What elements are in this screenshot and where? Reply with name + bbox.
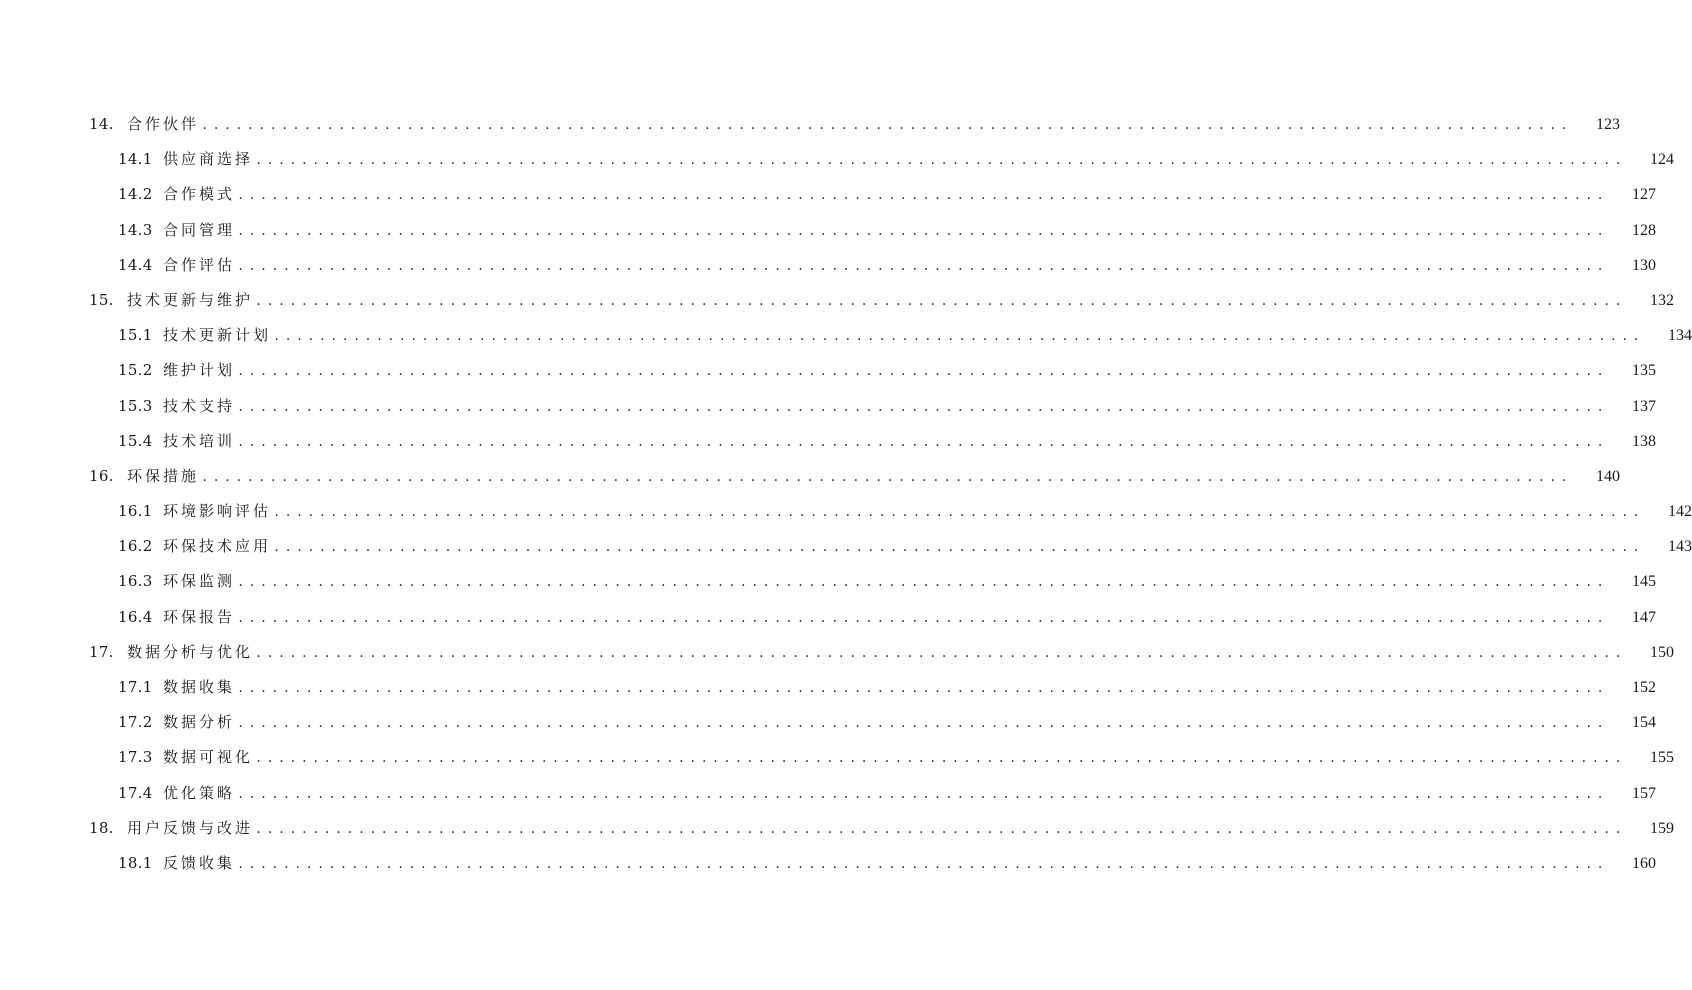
toc-entry-section[interactable] (0, 213, 1656, 248)
toc-number: 16.4 (118, 607, 153, 626)
toc-leader-dots: ........................................................................................................................ (273, 505, 1644, 520)
toc-page-number: 124 (1649, 151, 1674, 169)
toc-entry-section[interactable] (0, 389, 1656, 424)
toc-page-number: 145 (1631, 573, 1656, 591)
toc-number: 14. (89, 115, 114, 133)
toc-entry-section[interactable] (0, 846, 1656, 881)
toc-page-number: 123 (1595, 116, 1620, 133)
toc-page-number: 155 (1649, 749, 1674, 767)
toc-title: 合同管理 (163, 220, 236, 239)
toc-title: 技术更新计划 (163, 326, 272, 345)
toc-leader-dots: ........................................................................................................................ (237, 786, 1608, 801)
toc-leader-dots: ........................................................................................................................ (255, 821, 1626, 836)
toc-page-number: 150 (1649, 643, 1674, 661)
toc-title: 技术支持 (163, 396, 236, 415)
toc-title: 优化策略 (163, 783, 236, 802)
toc-leader-dots: ........................................................................................................................ (255, 293, 1626, 308)
toc-title: 环保报告 (163, 607, 236, 626)
toc-entry-section[interactable] (0, 740, 1674, 775)
toc-leader-dots: ........................................................................................................................ (273, 540, 1644, 555)
toc-leader-dots: ........................................................................................................................ (255, 153, 1626, 168)
toc-number: 15.1 (118, 326, 153, 345)
toc-page-number: 138 (1631, 432, 1656, 450)
toc-number: 17. (89, 642, 114, 661)
toc-entry-chapter[interactable] (0, 459, 1620, 494)
toc-leader-dots: ........................................................................................................................ (255, 751, 1626, 766)
toc-leader-dots: ........................................................................................................................ (237, 716, 1608, 731)
toc-page-number: 137 (1631, 397, 1656, 415)
toc-number: 17.2 (118, 713, 153, 732)
toc-number: 17.4 (118, 783, 153, 802)
toc-title: 合作评估 (163, 255, 236, 274)
toc-page-number: 142 (1667, 503, 1692, 521)
toc-entry-section[interactable] (0, 353, 1656, 388)
toc-page-number: 128 (1631, 221, 1656, 239)
toc-title: 维护计划 (163, 361, 236, 380)
toc-number: 16.2 (118, 537, 153, 556)
toc-page-number: 160 (1631, 854, 1656, 872)
toc-number: 15. (89, 290, 114, 309)
toc-title: 数据分析 (163, 713, 236, 732)
toc-page-number: 132 (1649, 291, 1674, 309)
toc-title: 供应商选择 (163, 150, 254, 169)
toc-leader-dots: ........................................................................................................................ (237, 681, 1608, 695)
toc-title: 合作伙伴 (127, 115, 200, 133)
table-of-contents (0, 107, 1692, 881)
toc-entry-section[interactable] (0, 318, 1692, 353)
toc-entry-chapter[interactable] (0, 811, 1674, 846)
toc-page-number: 157 (1631, 784, 1656, 802)
toc-leader-dots: ........................................................................................................................ (237, 856, 1608, 871)
toc-number: 15.3 (118, 396, 153, 415)
toc-entry-section[interactable] (0, 529, 1692, 564)
toc-entry-section[interactable] (0, 494, 1692, 529)
toc-leader-dots: ........................................................................................................................ (237, 364, 1608, 379)
toc-title: 用户反馈与改进 (127, 818, 254, 837)
toc-page-number: 140 (1595, 467, 1620, 485)
toc-entry-section[interactable] (0, 705, 1656, 740)
toc-number: 18. (89, 818, 114, 837)
toc-page-number: 154 (1631, 714, 1656, 732)
toc-page-number: 143 (1667, 538, 1692, 556)
toc-leader-dots: ........................................................................................................................ (255, 645, 1626, 660)
toc-page-number: 147 (1631, 608, 1656, 626)
toc-title: 合作模式 (163, 185, 236, 204)
toc-page-number: 152 (1631, 679, 1656, 696)
toc-number: 18.1 (118, 853, 153, 872)
toc-title: 数据可视化 (163, 748, 254, 767)
toc-page-number: 134 (1667, 327, 1692, 345)
toc-number: 15.2 (118, 361, 153, 380)
toc-entry-chapter[interactable] (0, 283, 1674, 318)
toc-leader-dots: ........................................................................................................................ (237, 434, 1608, 449)
toc-entry-section[interactable] (0, 564, 1656, 599)
toc-number: 17.3 (118, 748, 153, 767)
toc-title: 数据收集 (163, 678, 236, 696)
toc-title: 数据分析与优化 (127, 642, 254, 661)
toc-entry-section[interactable] (0, 177, 1656, 212)
toc-number: 14.1 (118, 150, 153, 169)
toc-page-number: 135 (1631, 362, 1656, 380)
toc-entry-section[interactable] (0, 600, 1656, 635)
toc-page-number: 127 (1631, 186, 1656, 204)
toc-leader-dots: ........................................................................................................................ (201, 469, 1572, 484)
toc-page-number: 159 (1649, 819, 1674, 837)
toc-entry-chapter[interactable] (0, 107, 1620, 142)
toc-title: 环保措施 (127, 466, 200, 485)
toc-title: 技术培训 (163, 431, 236, 450)
toc-leader-dots: ........................................................................................................................ (237, 258, 1608, 273)
toc-entry-section[interactable] (0, 424, 1656, 459)
toc-entry-section[interactable] (0, 776, 1656, 811)
toc-leader-dots: ........................................................................................................................ (273, 329, 1644, 344)
toc-entry-chapter[interactable] (0, 635, 1674, 670)
toc-number: 14.4 (118, 255, 153, 274)
toc-title: 环保监测 (163, 572, 236, 591)
toc-entry-section[interactable] (0, 670, 1656, 705)
toc-leader-dots: ........................................................................................................................ (237, 575, 1608, 590)
toc-leader-dots: ........................................................................................................................ (237, 610, 1608, 625)
toc-leader-dots: ........................................................................................................................ (237, 223, 1608, 238)
toc-number: 17.1 (118, 678, 153, 696)
toc-number: 15.4 (118, 431, 153, 450)
toc-entry-section[interactable] (0, 142, 1674, 177)
toc-leader-dots: ........................................................................................................................ (201, 118, 1572, 132)
toc-number: 16.1 (118, 502, 153, 521)
toc-title: 技术更新与维护 (127, 290, 254, 309)
toc-leader-dots: ........................................................................................................................ (237, 188, 1608, 203)
toc-leader-dots: ........................................................................................................................ (237, 399, 1608, 414)
toc-page-number: 130 (1631, 256, 1656, 274)
toc-number: 14.2 (118, 185, 153, 204)
toc-title: 环境影响评估 (163, 502, 272, 521)
toc-number: 16.3 (118, 572, 153, 591)
toc-entry-section[interactable] (0, 248, 1656, 283)
toc-number: 14.3 (118, 220, 153, 239)
toc-title: 环保技术应用 (163, 537, 272, 556)
toc-number: 16. (89, 466, 114, 485)
toc-title: 反馈收集 (163, 853, 236, 872)
